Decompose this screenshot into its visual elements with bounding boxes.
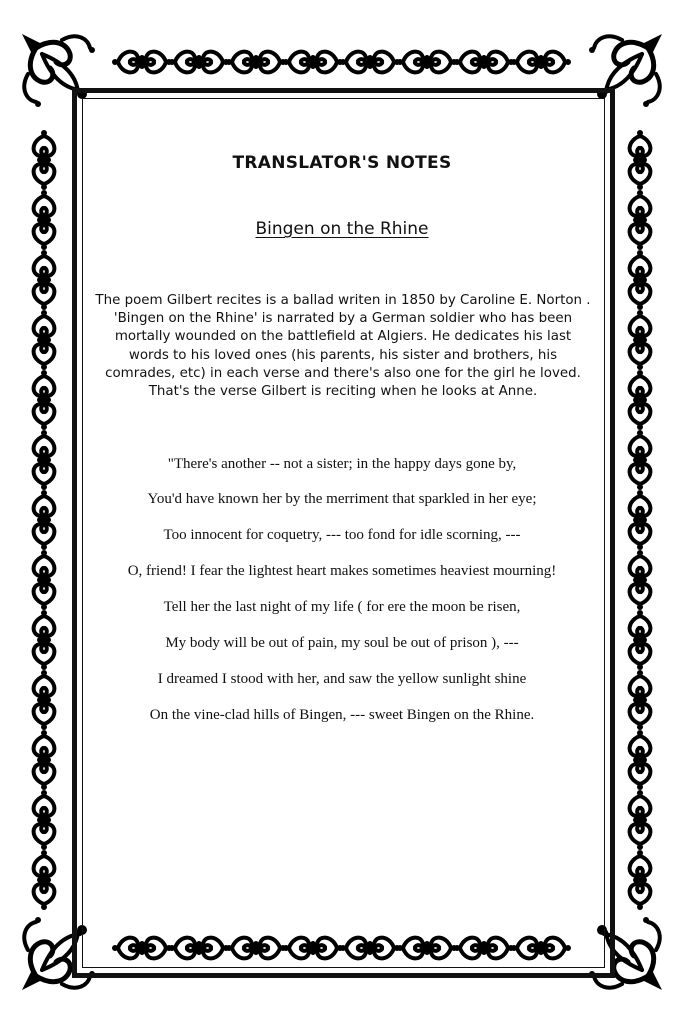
border-scroll-ornament	[630, 370, 651, 430]
border-scroll-ornament	[630, 250, 651, 310]
page-title: TRANSLATOR'S NOTES	[232, 153, 452, 173]
poem-title	[0, 219, 684, 239]
border-scroll-ornament	[34, 850, 55, 910]
poem-title-text: Bingen on the Rhine	[255, 219, 429, 239]
border-scroll-ornament	[454, 52, 514, 73]
verse-line: O, friend! I fear the lightest heart makes sometimes heaviest mourning!	[127, 563, 557, 579]
border-scroll-ornament	[630, 850, 651, 910]
intro-paragraph: The poem Gilbert recites is a ballad writen in 1850 by Caroline E. Norton . 'Bingen on the Rhine' is narrated by a German soldier who has been mortally wounded on the battlefield at Algiers. He dedicates his last words to his loved ones (his parents, his sister and brothers, his comrades, etc) in each verse and there's also one for the girl he loved. That's the verse Gilbert is reciting when he looks at Anne.	[95, 293, 591, 400]
border-scroll-ornament	[397, 52, 457, 73]
border-scroll-ornament	[340, 52, 400, 73]
border-scroll-ornament	[34, 370, 55, 430]
border-scroll-ornament	[112, 52, 172, 73]
verse-line: My body will be out of pain, my soul be out of prison ), ---	[165, 635, 519, 651]
border-scroll-ornament	[34, 790, 55, 850]
verse-line: You'd have known her by the merriment that sparkled in her eye;	[147, 491, 537, 507]
border-scroll-ornament	[34, 310, 55, 370]
verse-line: "There's another -- not a sister; in the happy days gone by,	[167, 456, 517, 472]
border-scroll-ornament	[630, 310, 651, 370]
border-scroll-ornament	[34, 250, 55, 310]
border-scroll-ornament	[283, 52, 343, 73]
border-scroll-ornament	[511, 52, 571, 73]
border-scroll-ornament	[169, 52, 229, 73]
verse-line: I dreamed I stood with her, and saw the yellow sunlight shine	[157, 671, 527, 687]
verse-line: Too innocent for coquetry, --- too fond for idle scorning, ---	[163, 527, 521, 543]
verse-line: Tell her the last night of my life ( for ere the moon be risen,	[163, 599, 521, 615]
border-scroll-ornament	[34, 730, 55, 790]
verse-line: On the vine-clad hills of Bingen, --- sweet Bingen on the Rhine.	[149, 707, 535, 723]
border-scroll-ornament	[226, 52, 286, 73]
border-scroll-ornament	[630, 790, 651, 850]
border-scroll-ornament	[630, 730, 651, 790]
